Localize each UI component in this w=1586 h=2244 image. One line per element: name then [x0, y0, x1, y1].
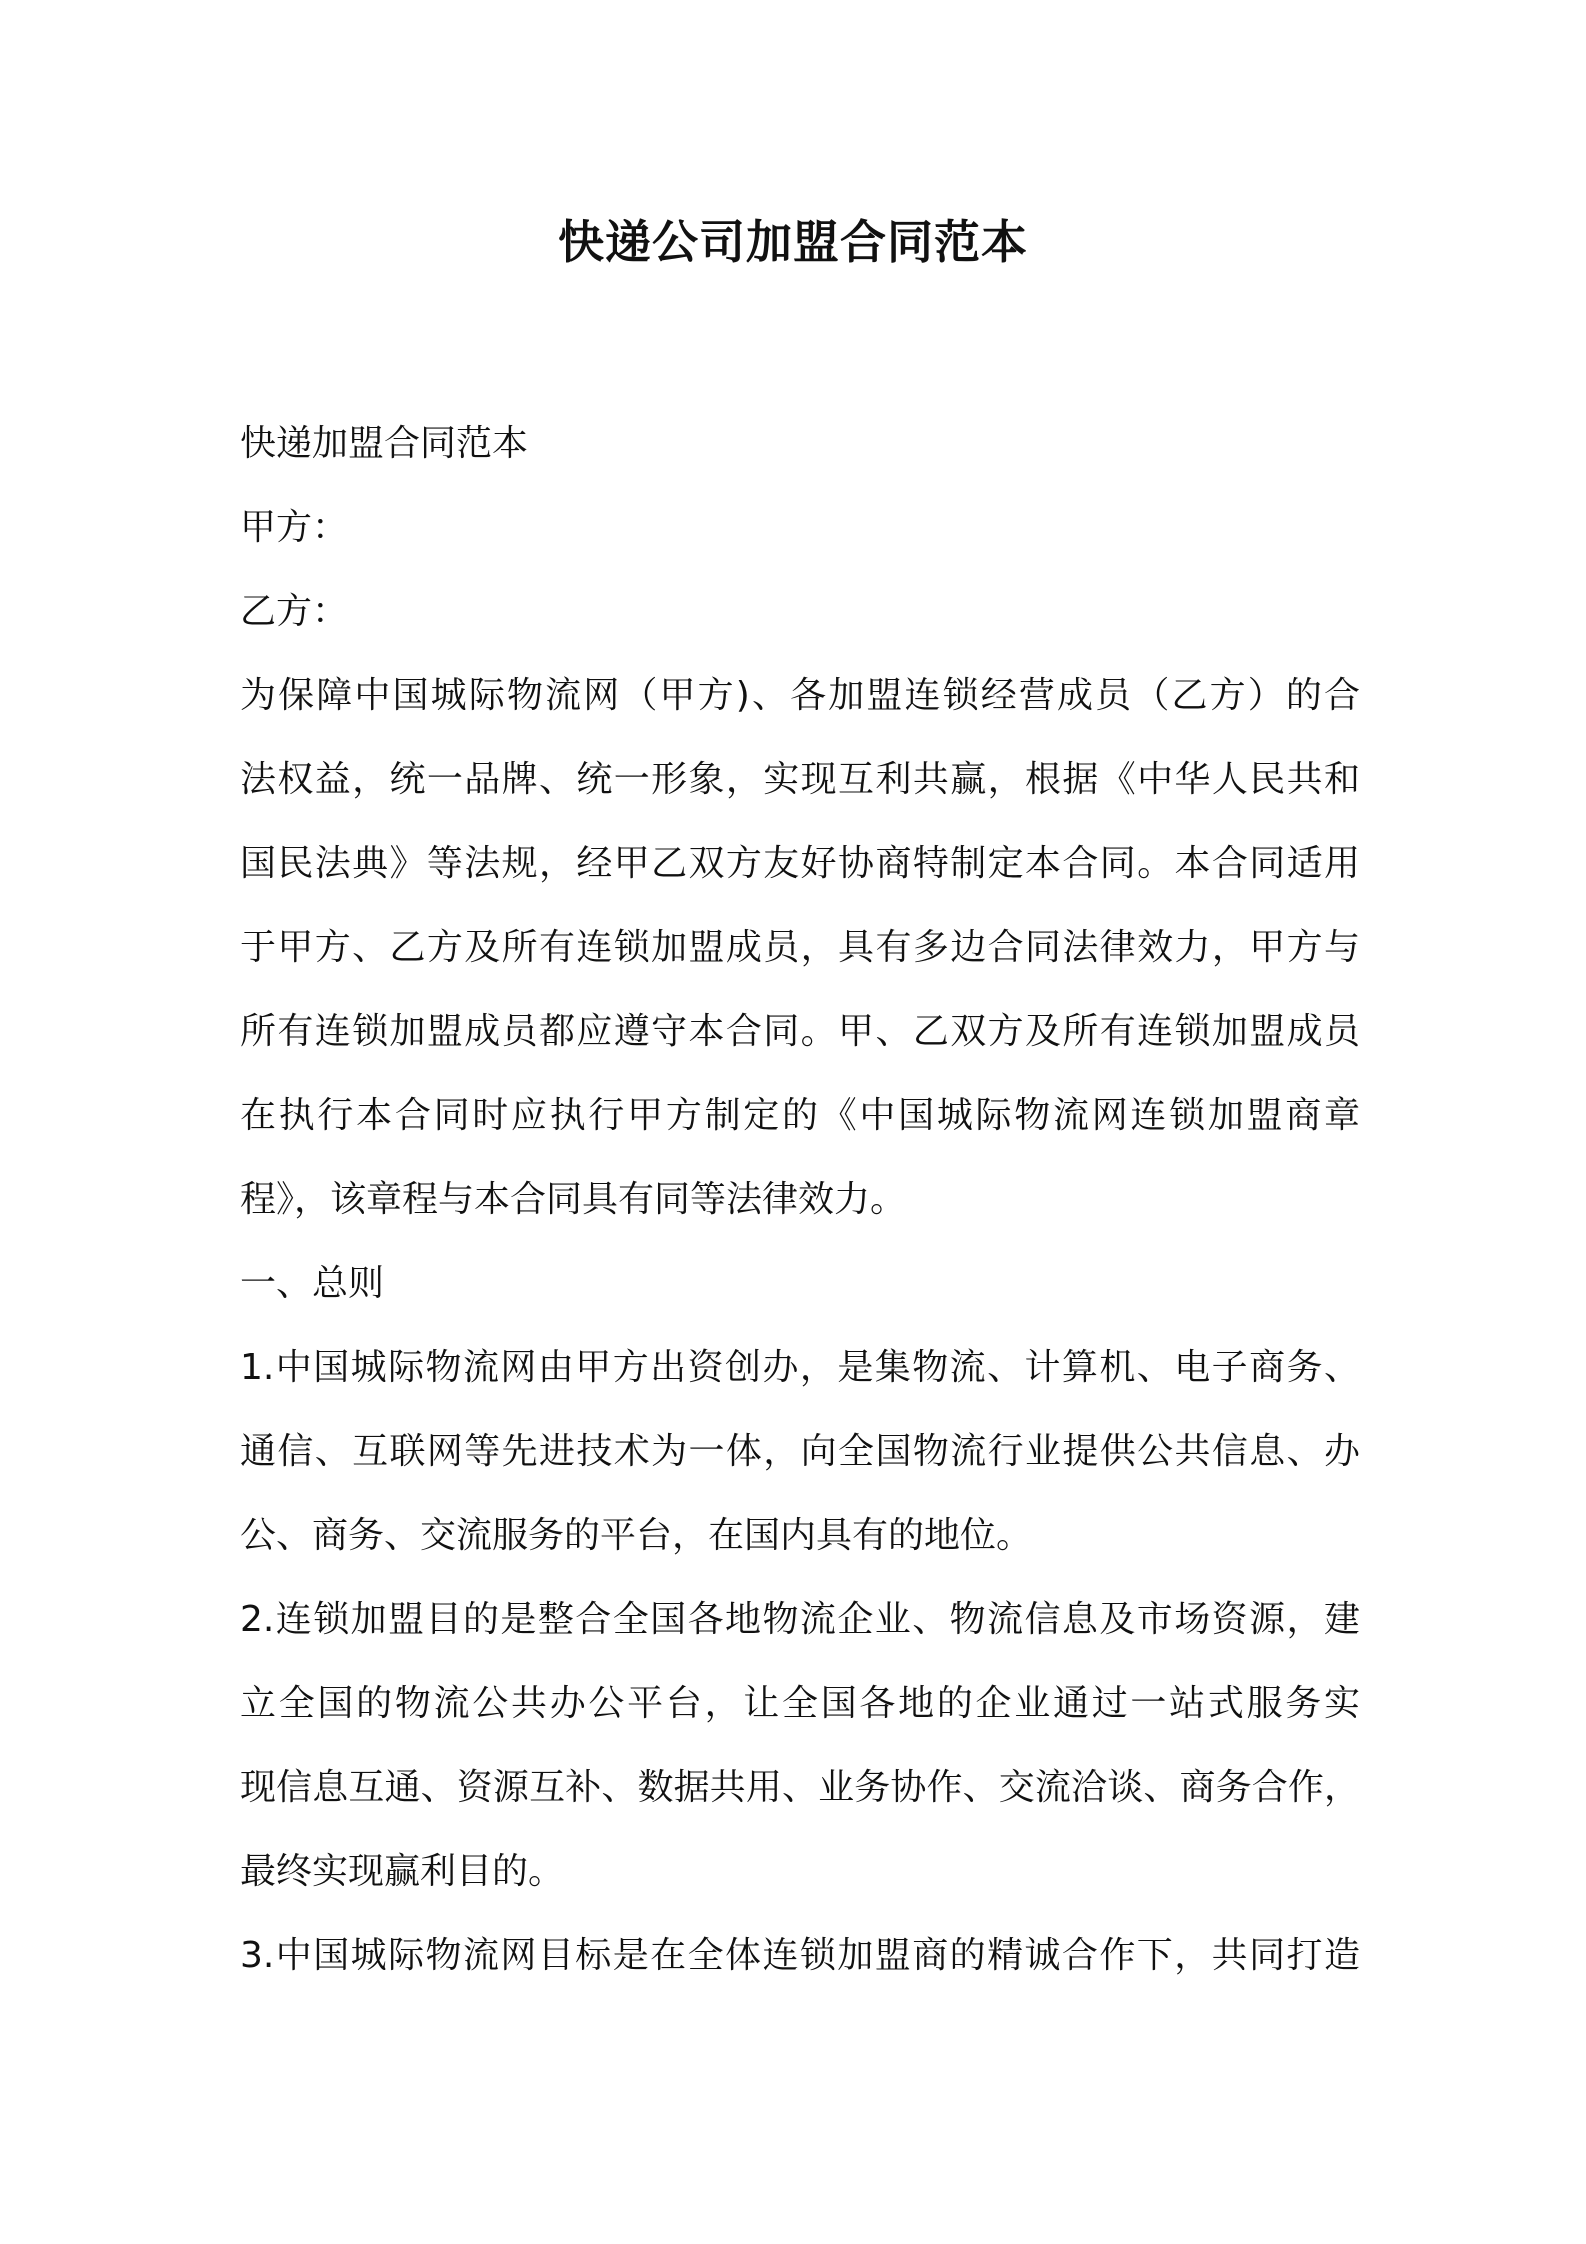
clause-line: 3.中国城际物流网目标是在全体连锁加盟商的精诚合作下，共同打造 — [240, 1935, 1360, 1976]
party-b-line: 乙方： — [240, 591, 349, 632]
clause-line: 2.连锁加盟目的是整合全国各地物流企业、物流信息及市场资源，建 — [240, 1599, 1360, 1640]
clause-line: 公、商务、交流服务的平台，在国内具有的地位。 — [240, 1515, 1033, 1556]
preamble-line: 国民法典》等法规，经甲乙双方友好协商特制定本合同。本合同适用 — [240, 843, 1360, 884]
preamble-line: 程》，该章程与本合同具有同等法律效力。 — [240, 1179, 907, 1220]
clause-line: 1.中国城际物流网由甲方出资创办，是集物流、计算机、电子商务、 — [240, 1347, 1360, 1388]
preamble-line: 法权益，统一品牌、统一形象，实现互利共赢，根据《中华人民共和 — [240, 759, 1360, 800]
clause-line: 通信、互联网等先进技术为一体，向全国物流行业提供公共信息、办 — [240, 1431, 1360, 1472]
preamble-line: 于甲方、乙方及所有连锁加盟成员，具有多边合同法律效力，甲方与 — [240, 927, 1360, 968]
clause-line: 现信息互通、资源互补、数据共用、业务协作、交流洽谈、商务合作， — [240, 1767, 1360, 1808]
document-body — [240, 402, 1360, 1998]
clause-line: 立全国的物流公共办公平台，让全国各地的企业通过一站式服务实 — [240, 1683, 1360, 1724]
preamble-line: 为保障中国城际物流网（甲方)、各加盟连锁经营成员（乙方）的合 — [240, 675, 1360, 716]
subtitle-line: 快递加盟合同范本 — [240, 423, 529, 464]
clause-line: 最终实现赢利目的。 — [240, 1851, 565, 1892]
preamble-line: 在执行本合同时应执行甲方制定的《中国城际物流网连锁加盟商章 — [240, 1095, 1360, 1136]
section-heading: 一、总则 — [240, 1263, 385, 1304]
document-title: 快递公司加盟合同范本 — [558, 215, 1028, 269]
party-a-line: 甲方： — [240, 507, 349, 548]
preamble-line: 所有连锁加盟成员都应遵守本合同。甲、乙双方及所有连锁加盟成员 — [240, 1011, 1360, 1052]
